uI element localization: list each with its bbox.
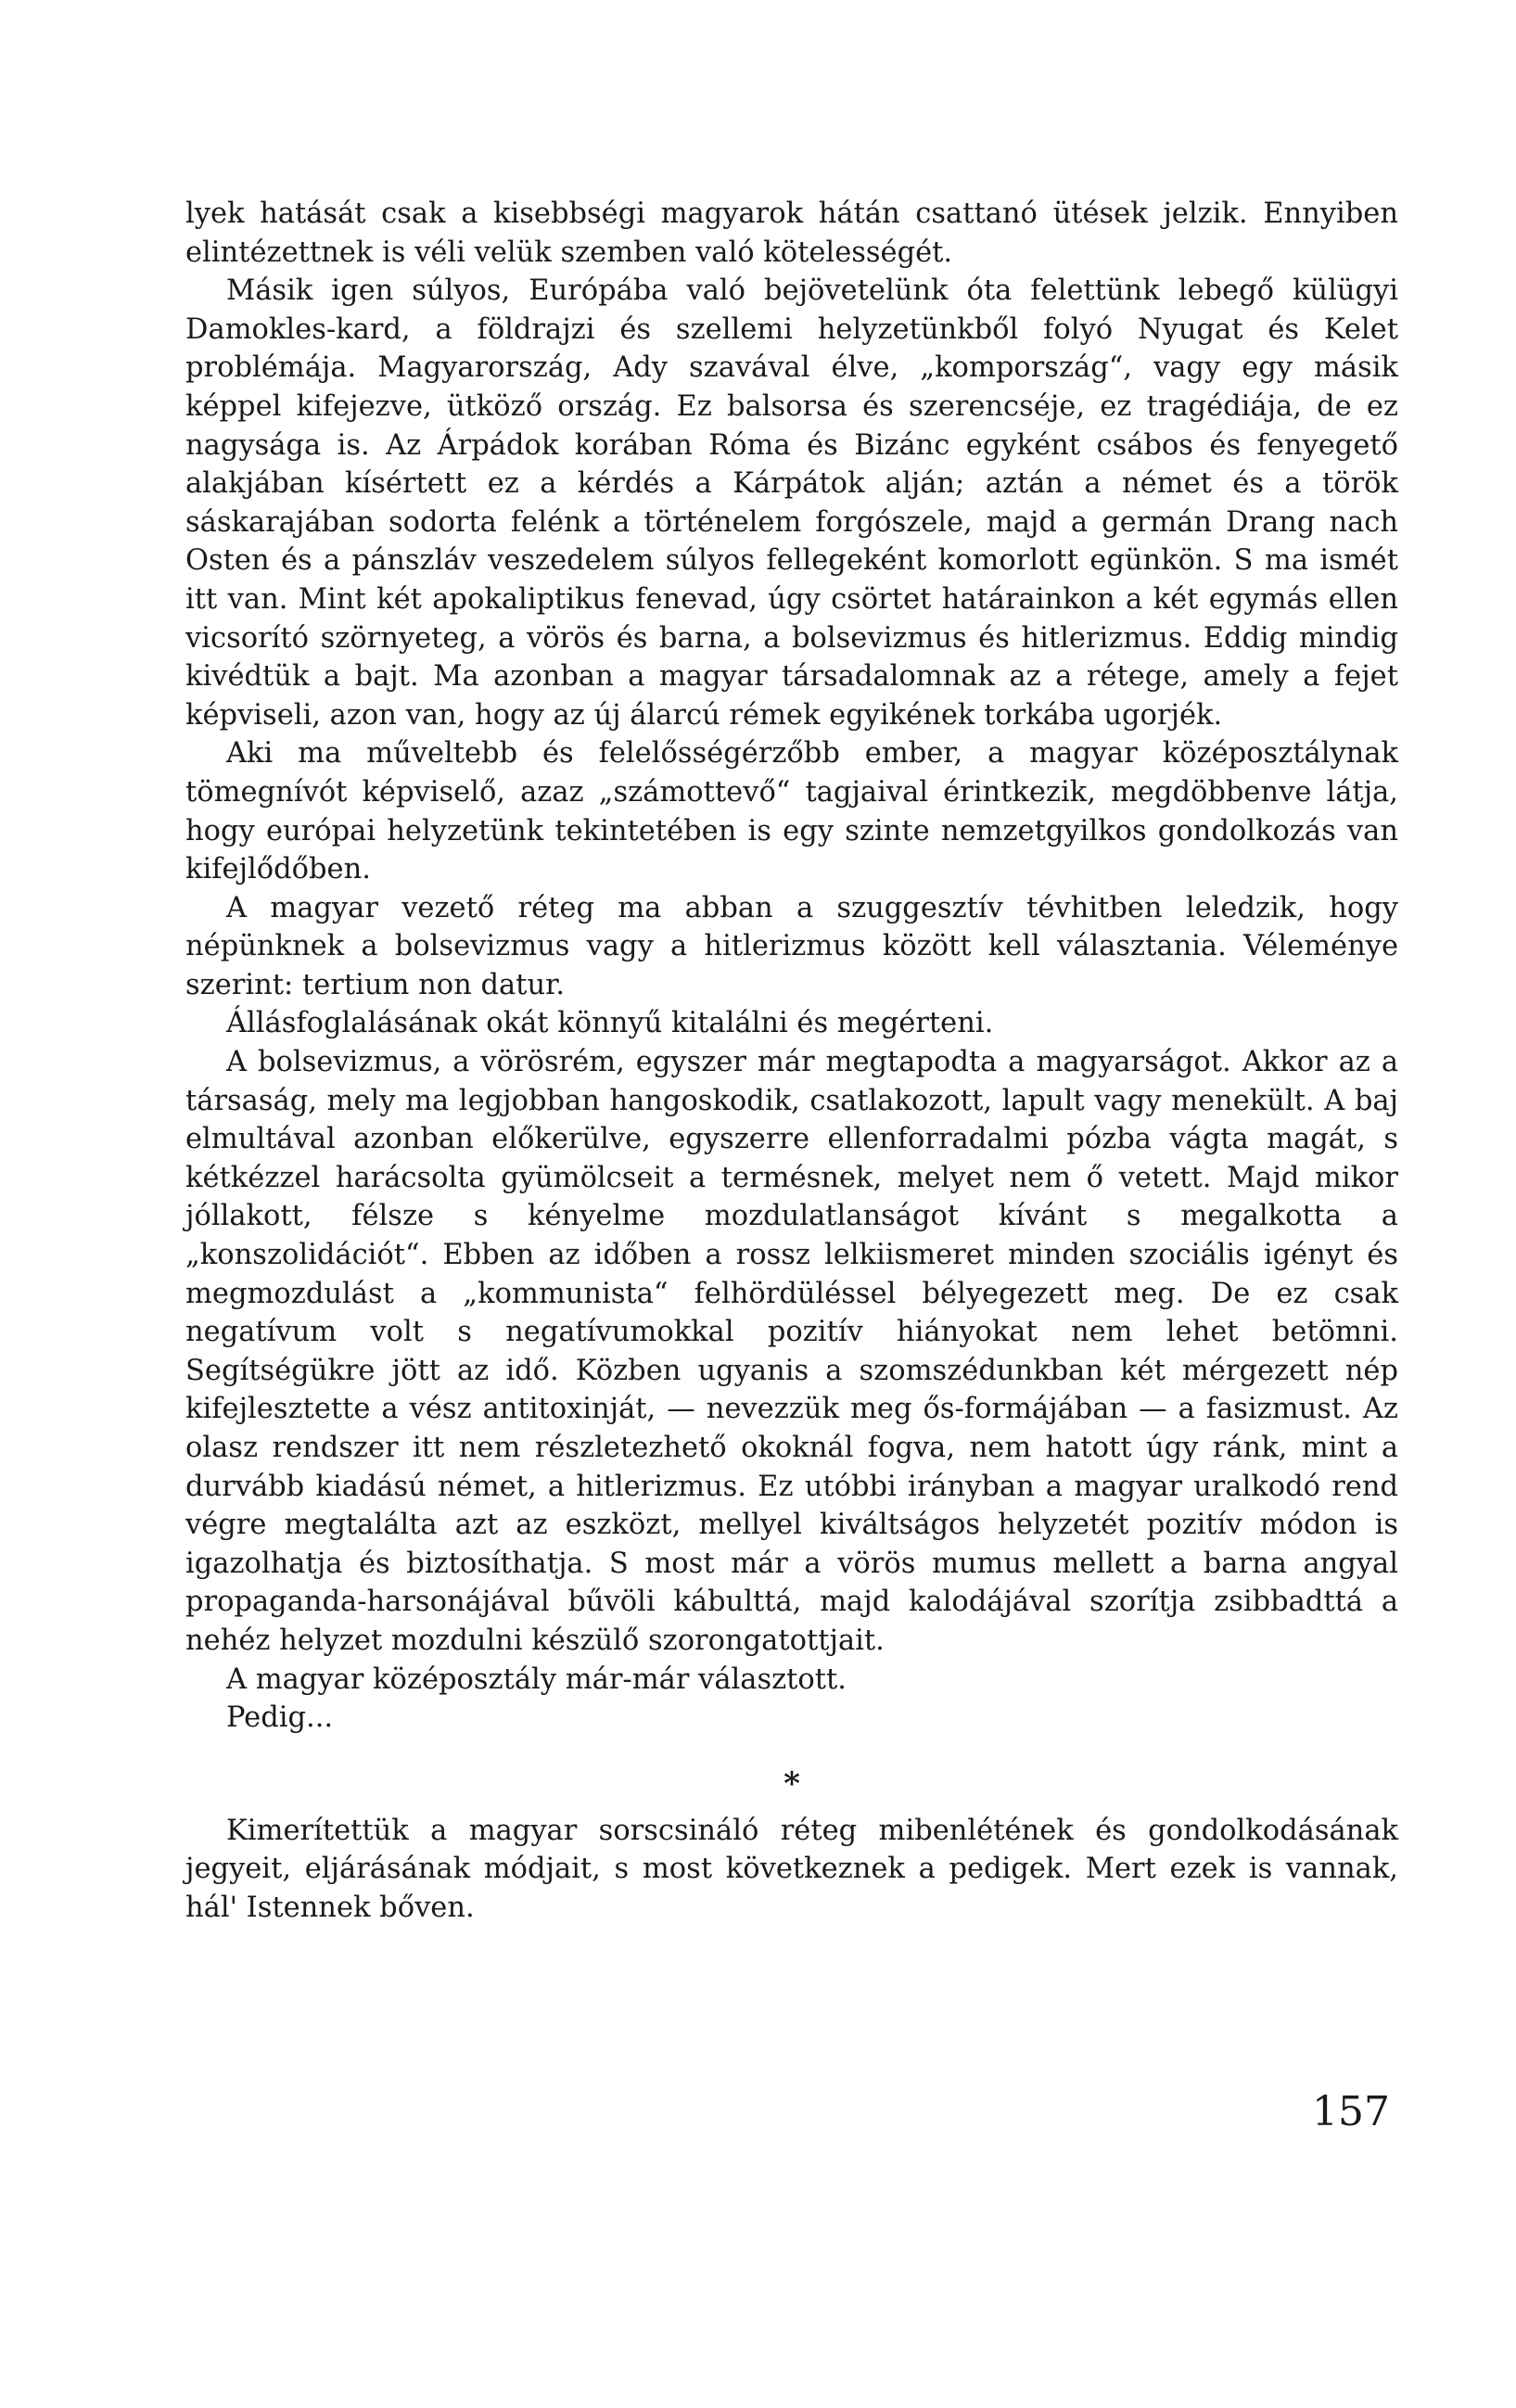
paragraph-2: Másik igen súlyos, Európába való bejövetelünk óta felettünk lebegő külügyi Damokles-kard, a földrajzi és szellemi helyzetünkből folyó Nyugat és Kelet problémája. Magyarország, Ady szavával élve, „kompország“, vagy egy másik képpel kifejezve, ütköző ország. Ez balsorsa és szerencséje, ez tragédiája, de ez nagysága is. Az Árpádok korában Róma és Bizánc egyként csábos és fenyegető alakjában kísértett ez a kérdés a Kárpátok alján; aztán a német és a török sáskarajában sodorta felénk a történelem forgószele, majd a germán Drang nach Osten és a pánszláv veszedelem súlyos fellegeként komorlott egünkön. S ma ismét itt van. Mint két apokaliptikus fenevad, úgy csörtet határainkon a két egymás ellen vicsorító szörnyeteg, a vörös és barna, a bolsevizmus és hitlerizmus. Eddig mindig kivédtük a bajt. Ma azonban a magyar társadalomnak az a rétege, amely a fejet képviseli, azon van, hogy az új álarcú rémek egyikének torkába ugorjék. <box>185 274 1398 732</box>
page-number: 157 <box>1312 2088 1390 2135</box>
paragraph-7: A magyar középosztály már-már választott. <box>226 1663 847 1696</box>
paragraph-4: A magyar vezető réteg ma abban a szuggesztív tévhitben leledzik, hogy népünknek a bolsevizmus vagy a hitlerizmus között kell választania. Véleménye szerint: tertium non datur. <box>185 891 1398 1001</box>
paragraph-5: Állásfoglalásának okát könnyű kitalálni és megérteni. <box>226 1007 994 1040</box>
paragraph-6: A bolsevizmus, a vörösrém, egyszer már megtapodta a magyarságot. Akkor az a társaság, mely ma legjobban hangoskodik, csatlakozott, lapult vagy menekült. A baj elmultával azonban előkerülve, egyszerre ellenforradalmi pózba vágta magát, s kétkézzel harácsolta gyümölcseit a termésnek, melyet nem ő vetett. Majd mikor jóllakott, félsze s kényelme mozdulatlanságot kívánt s megalkotta a „konszolidációt“. Ebben az időben a rossz lelkiismeret minden szociális igényt és megmozdulást a „kommunista“ felhördüléssel bélyegezett meg. De ez csak negatívum volt s negatívumokkal pozitív hiányokat nem lehet betömni. Segítségükre jött az idő. Közben ugyanis a szomszédunkban két mérgezett nép kifejlesztette a vész antitoxinját, — nevezzük meg ős-formájában — a fasizmust. Az olasz rendszer itt nem részletezhető okoknál fogva, nem hatott úgy ránk, mint a durvább kiadású német, a hitlerizmus. Ez utóbbi irányban a magyar uralkodó rend végre megtalálta azt az eszközt, mellyel kiváltságos helyzetét pozitív módon is igazolhatja és biztosíthatja. S most már a vörös mumus mellett a barna angyal propaganda-harsonájával bűvöli kábulttá, majd kalodájával szorítja zsibbadttá a nehéz helyzet mozdulni készülő szorongatottjait. <box>185 1046 1398 1657</box>
paragraph-8: Pedig... <box>226 1701 334 1735</box>
paragraph-3: Aki ma műveltebb és felelősségérzőbb ember, a magyar középosztálynak tömegnívót képviselő, azaz „számottevő“ tagjaival érintkezik, megdöbbenve látja, hogy európai helyzetünk tekintetében is egy szinte nemzetgyilkos gondolkozás van kifejlődőben. <box>185 737 1398 886</box>
page-body <box>185 195 1398 1928</box>
section-separator: * <box>783 1765 800 1803</box>
paragraph-1: lyek hatását csak a kisebbségi magyarok hátán csattanó ütések jelzik. Ennyiben elintézettnek is véli velük szemben való kötelességét. <box>185 197 1398 269</box>
closing-paragraph: Kimerítettük a magyar sorscsináló réteg mibenlétének és gondolkodásának jegyeit, eljárásának módjait, s most következnek a pedigek. Mert ezek is vannak, hál' Istennek bőven. <box>185 1814 1398 1924</box>
